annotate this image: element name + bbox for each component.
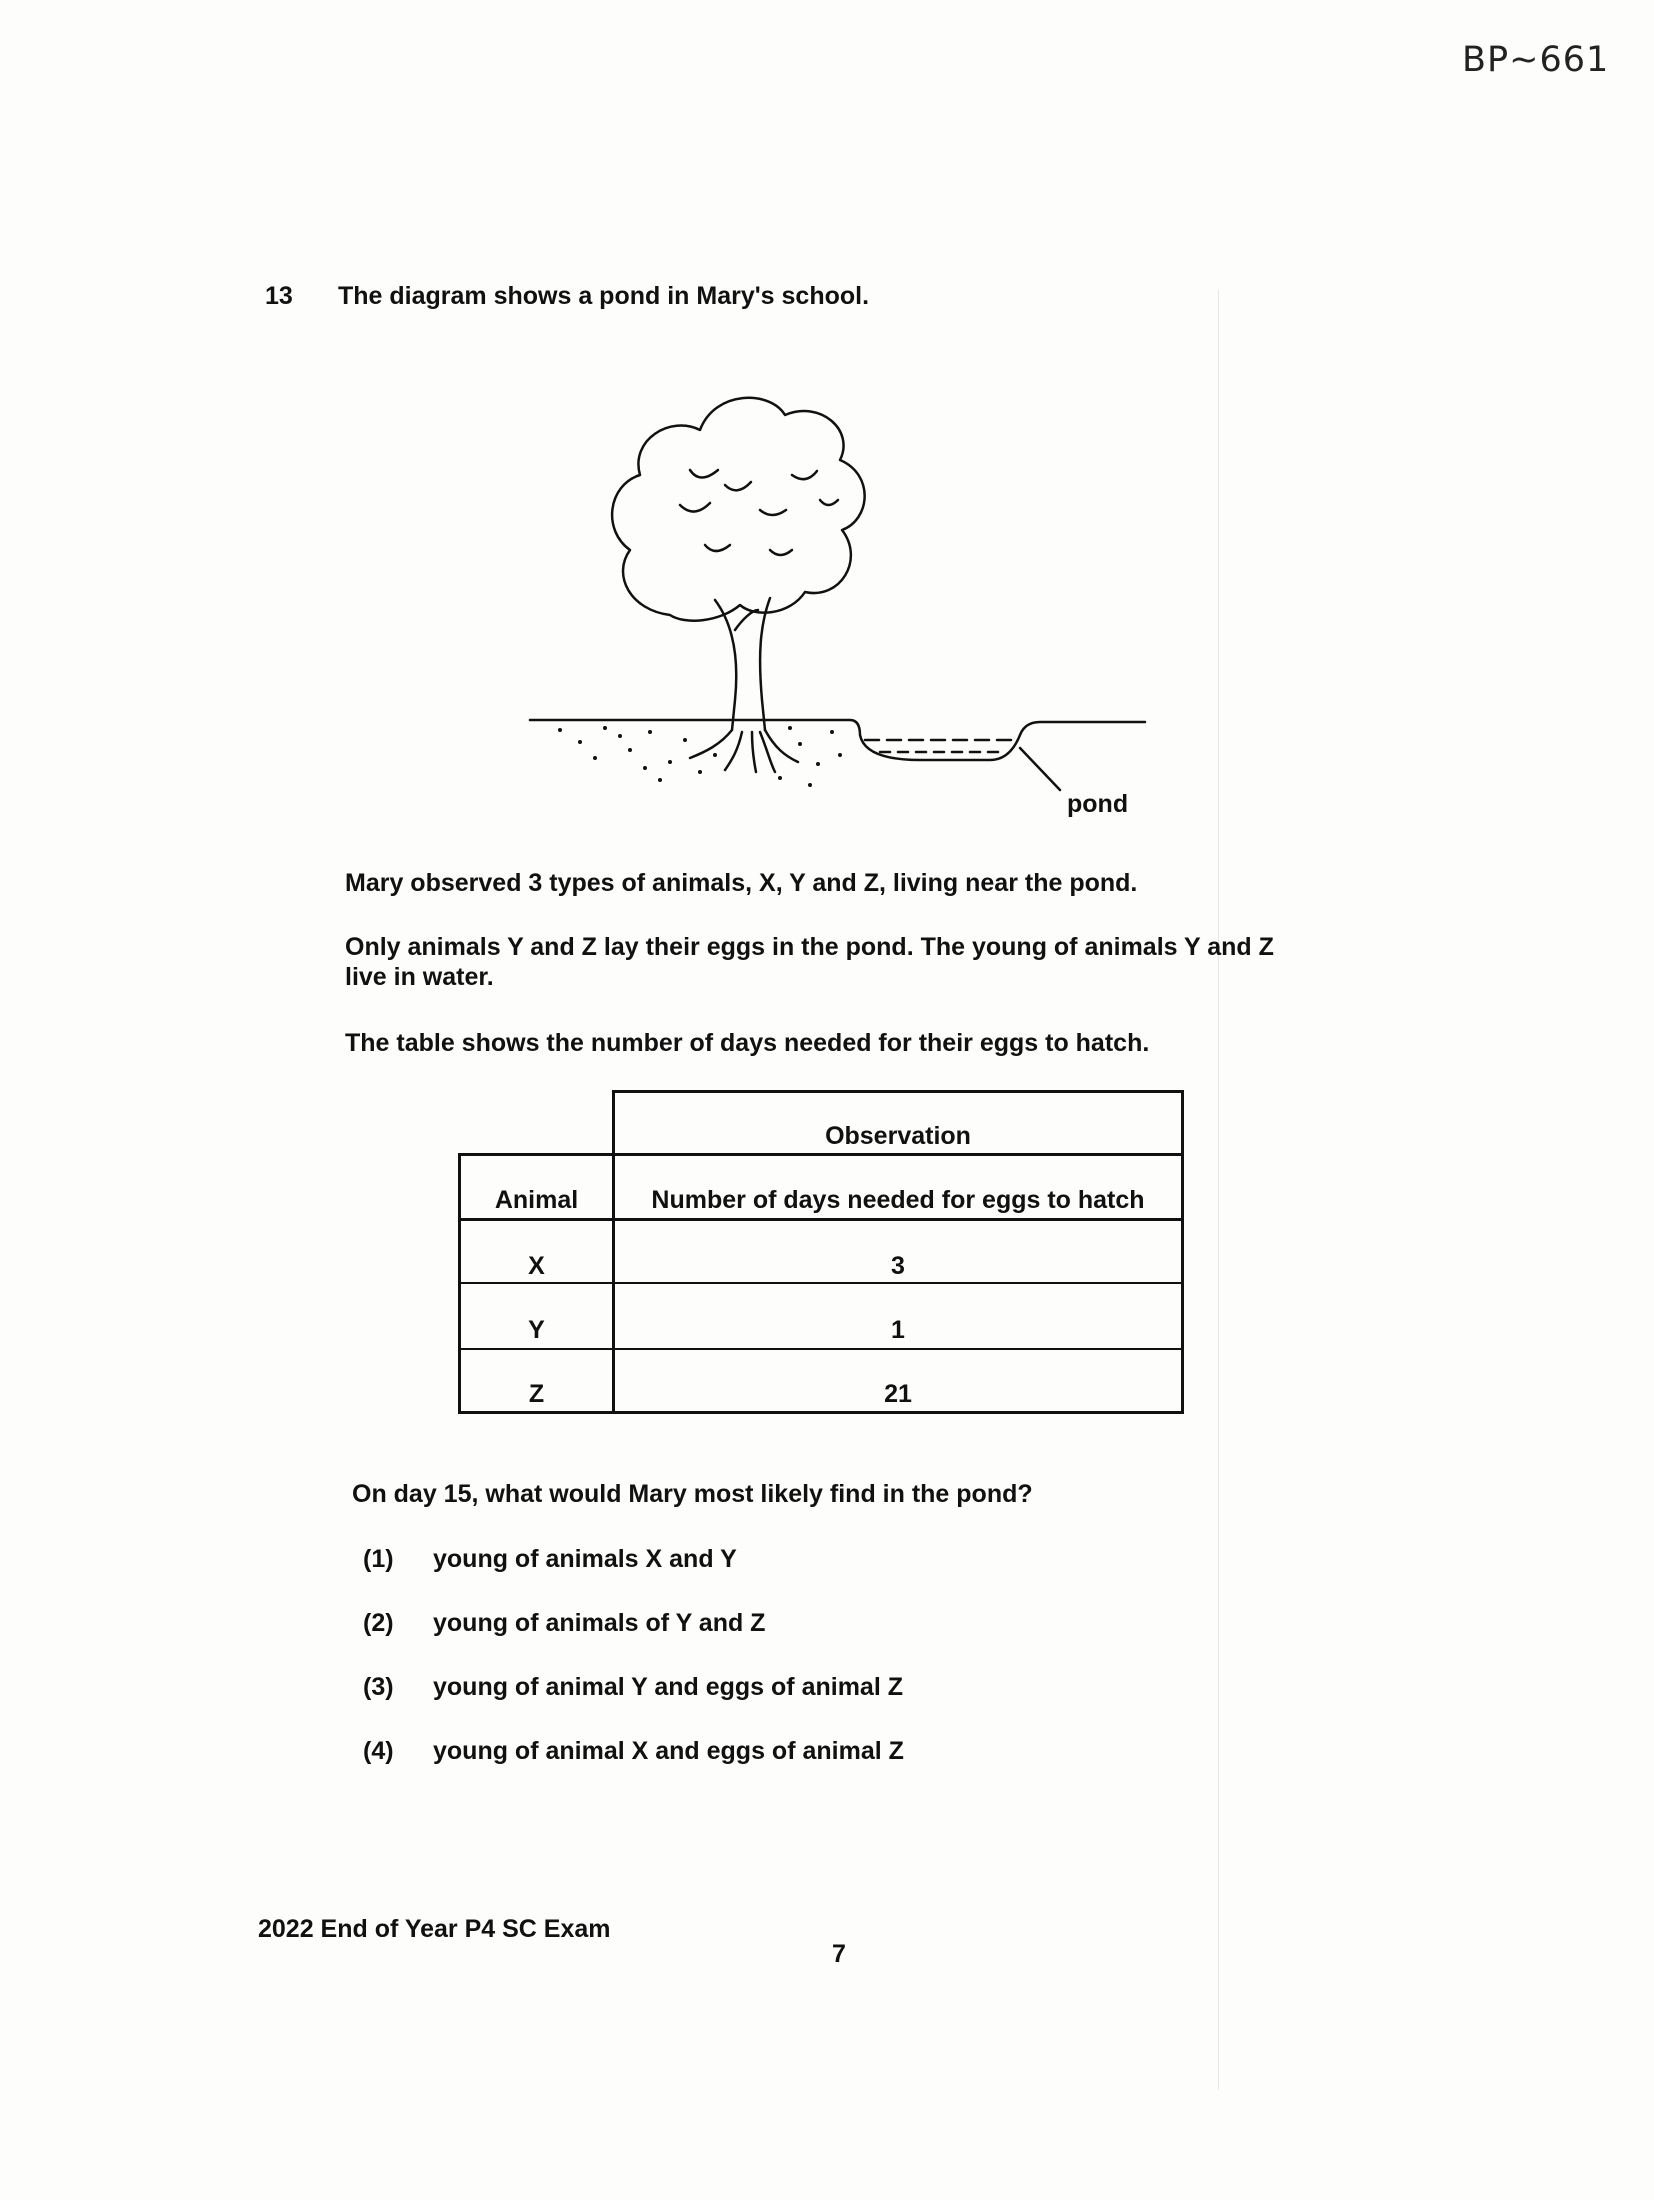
option-2[interactable] — [363, 1609, 765, 1638]
scan-margin-line — [1218, 290, 1219, 2090]
question-number: 13 — [265, 282, 293, 310]
table-row-y-animal: Y — [528, 1316, 545, 1344]
page-code: BP~661 — [1462, 40, 1610, 80]
option-3[interactable] — [363, 1673, 903, 1702]
tree-trunk — [715, 600, 736, 730]
question-stem: The diagram shows a pond in Mary's school. — [338, 282, 870, 310]
option-text: young of animals of Y and Z — [433, 1609, 766, 1637]
option-text: young of animals X and Y — [433, 1545, 737, 1573]
paragraph-animals-observed: Mary observed 3 types of animals, X, Y and Z, living near the pond. — [345, 869, 1138, 897]
soil-dots — [558, 726, 842, 787]
pond-pointer-line — [1020, 748, 1060, 790]
option-text: young of animal Y and eggs of animal Z — [433, 1673, 903, 1701]
option-number: (4) — [363, 1737, 394, 1765]
paragraph-table-intro: The table shows the number of days needed for their eggs to hatch. — [345, 1029, 1150, 1057]
table-row-x-days: 3 — [891, 1252, 905, 1280]
page-number: 7 — [832, 1940, 846, 1968]
table-row-x-animal: X — [528, 1252, 545, 1280]
table-header-days: Number of days needed for eggs to hatch — [651, 1186, 1145, 1214]
option-number: (2) — [363, 1609, 394, 1637]
paragraph-eggs-in-pond: Only animals Y and Z lay their eggs in the pond. The young of animals Y and Z live in water. — [345, 933, 1274, 991]
tree-canopy — [612, 398, 865, 621]
table-row-z-days: 21 — [884, 1380, 912, 1408]
table-row-y-days: 1 — [891, 1316, 905, 1344]
question-prompt: On day 15, what would Mary most likely find in the pond? — [352, 1480, 1033, 1508]
option-text: young of animal X and eggs of animal Z — [433, 1737, 904, 1765]
table-row-z-animal: Z — [528, 1380, 545, 1408]
tree-pond-diagram — [520, 360, 1160, 820]
option-4[interactable] — [363, 1737, 904, 1766]
option-1[interactable] — [363, 1545, 737, 1574]
exam-title: 2022 End of Year P4 SC Exam — [258, 1915, 611, 1943]
table-header-animal: Animal — [494, 1186, 579, 1214]
table-group-header: Observation — [825, 1122, 971, 1150]
pond-label: pond — [1067, 790, 1129, 818]
option-number: (1) — [363, 1545, 394, 1573]
ground-line — [530, 720, 1145, 760]
option-number: (3) — [363, 1673, 394, 1701]
